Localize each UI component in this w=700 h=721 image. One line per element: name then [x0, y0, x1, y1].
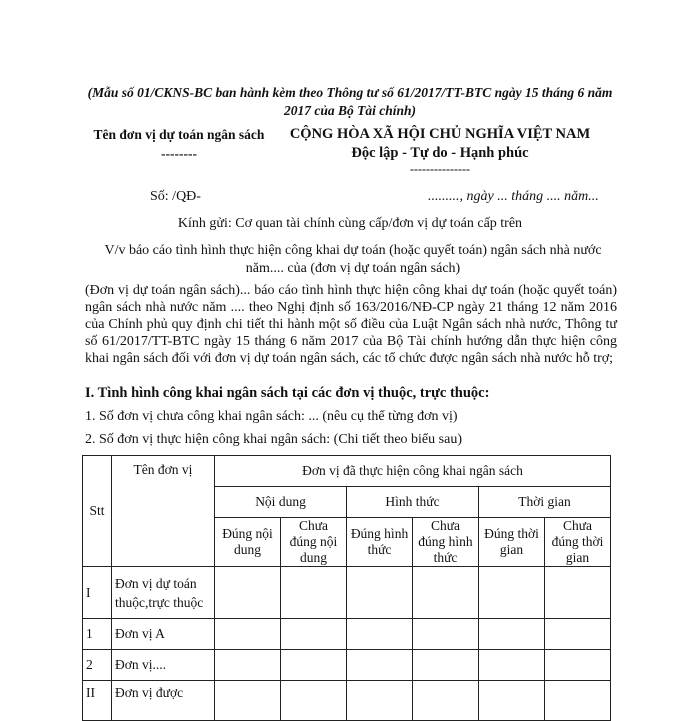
item-2: 2. Số đơn vị thực hiện công khai ngân sách: (Chi tiết theo biểu sau)	[85, 432, 462, 447]
row-stt: I	[83, 567, 112, 619]
subheader-incorrect-form: Chưa đúng hình thức	[413, 518, 479, 567]
row-stt: II	[83, 681, 112, 721]
disclosure-table	[82, 455, 611, 721]
date-line: ........., ngày ... tháng .... năm...	[428, 189, 599, 204]
item-1: 1. Số đơn vị chưa công khai ngân sách: ... (nêu cụ thể từng đơn vị)	[85, 409, 458, 424]
national-motto: Độc lập - Tự do - Hạnh phúc	[351, 145, 529, 161]
subheader-incorrect-time: Chưa đúng thời gian	[545, 518, 611, 567]
row-unit-name: Đơn vị....	[112, 650, 215, 681]
row-stt: 1	[83, 619, 112, 650]
organization-block	[84, 125, 274, 163]
subheader-correct-time: Đúng thời gian	[479, 518, 545, 567]
subject-line-2: năm.... của (đơn vị dự toán ngân sách)	[245, 261, 461, 276]
subheader-correct-form: Đúng hình thức	[347, 518, 413, 567]
header-time: Thời gian	[479, 487, 611, 518]
intro-paragraph: (Đơn vị dự toán ngân sách)... báo cáo tình hình thực hiện công khai dự toán (hoặc quyết toán) ngân sách nhà nước năm .... theo Nghị định số 163/2016/NĐ-CP ngày 21 tháng 12 năm 2016 của Chính phủ quy định chi tiết thi hành một số điều của Luật Ngân sách nhà nước, Thông tư số 61/2017/TT-BTC ngày 15 tháng 6 năm 2017 của Bộ Tài chính hướng dẫn thực hiện công khai ngân sách đối với đơn vị dự toán ngân sách, các tổ chức được ngân sách nhà nước hỗ trợ;	[85, 283, 617, 366]
table-row	[83, 650, 611, 681]
row-unit-name: Đơn vị được	[112, 681, 215, 721]
organization-name: Tên đơn vị dự toán ngân sách	[93, 127, 265, 142]
subheader-incorrect-content: Chưa đúng nội dung	[281, 518, 347, 567]
table-row	[83, 619, 611, 650]
header-stt: Stt	[83, 456, 112, 567]
subject-block	[88, 242, 618, 278]
section-1-title: I. Tình hình công khai ngân sách tại các đơn vị thuộc, trực thuộc:	[85, 385, 490, 401]
subject-line-1: V/v báo cáo tình hình thực hiện công khai dự toán (hoặc quyết toán) ngân sách nhà nước	[104, 243, 602, 258]
national-title: CỘNG HÒA XÃ HỘI CHỦ NGHĨA VIỆT NAM	[289, 126, 591, 142]
row-unit-name: Đơn vị A	[112, 619, 215, 650]
header-group: Đơn vị đã thực hiện công khai ngân sách	[215, 456, 611, 487]
document-number: Số: /QĐ-	[150, 189, 201, 204]
header-form: Hình thức	[347, 487, 479, 518]
subheader-correct-content: Đúng nội dung	[215, 518, 281, 567]
row-unit-name: Đơn vị dự toán thuộc,trực thuộc	[112, 567, 215, 619]
national-header	[280, 125, 600, 175]
motto-underline: ---------------	[410, 162, 470, 176]
organization-underline: --------	[161, 146, 197, 161]
table-row	[83, 567, 611, 619]
row-stt: 2	[83, 650, 112, 681]
header-unit-name: Tên đơn vị	[112, 456, 215, 567]
header-content: Nội dung	[215, 487, 347, 518]
form-reference-note: (Mẫu số 01/CKNS-BC ban hành kèm theo Thông tư số 61/2017/TT-BTC ngày 15 tháng 6 năm 2017 của Bộ Tài chính)	[87, 85, 613, 118]
table-row	[83, 681, 611, 721]
recipient-line: Kính gửi: Cơ quan tài chính cùng cấp/đơn vị dự toán cấp trên	[177, 216, 523, 231]
